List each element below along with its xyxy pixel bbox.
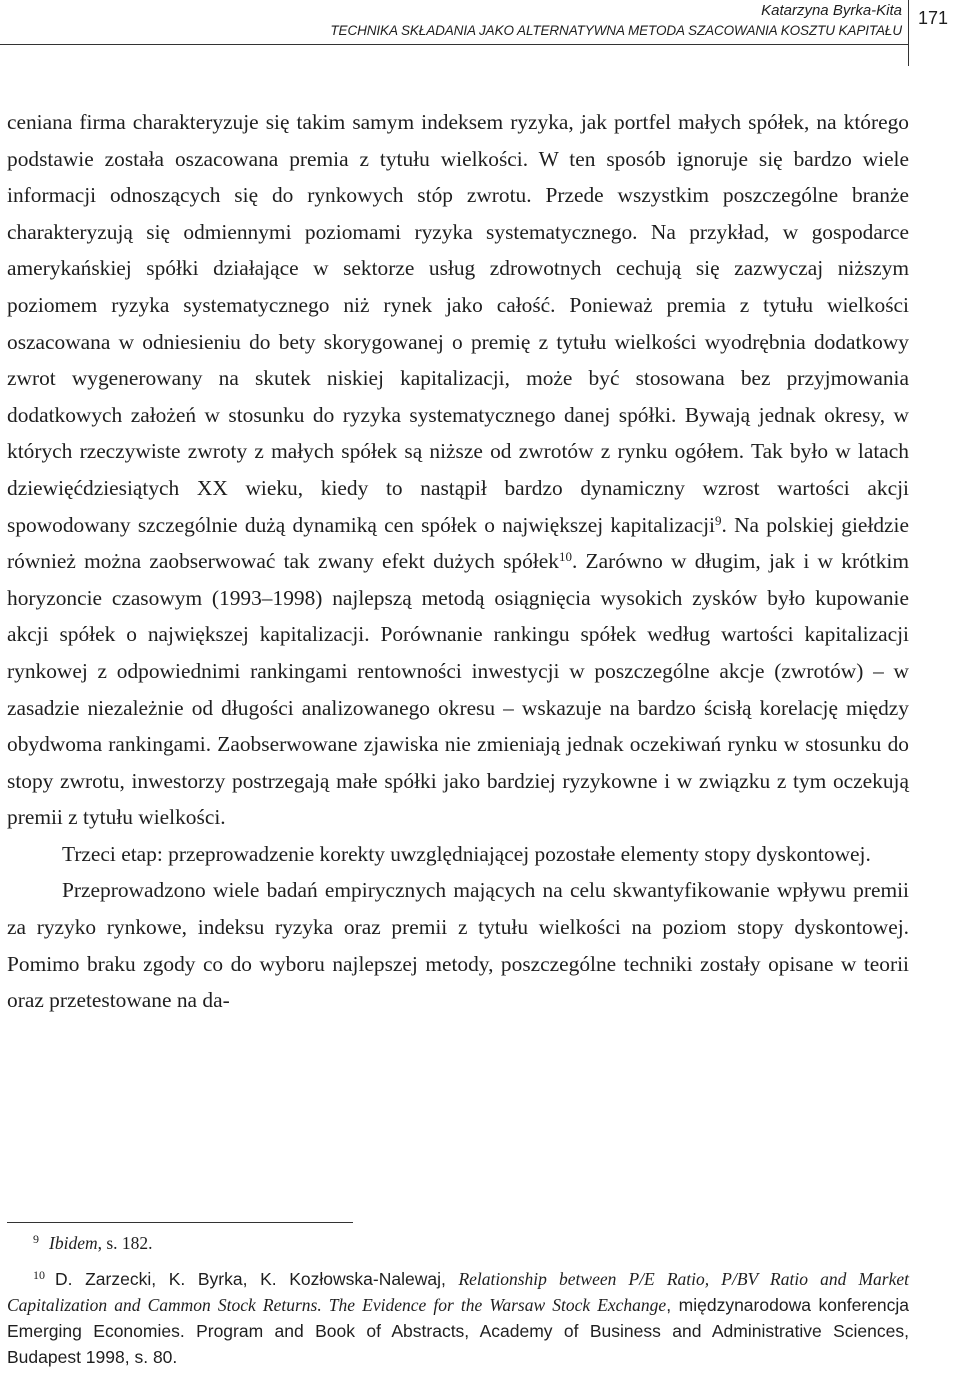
- footnote-10-title: Relationship between P/E Ratio, P/BV Ratio and Market Capitalization and Cammon Stock Returns. The Evidence for the Warsaw Stock Exchange: [7, 1269, 909, 1315]
- footnote-ref-10: 10: [558, 549, 572, 565]
- header-vertical-rule: [908, 0, 909, 66]
- running-header: [0, 0, 960, 70]
- header-author: Katarzyna Byrka-Kita: [761, 2, 902, 19]
- page-number: 171: [918, 8, 949, 28]
- footnote-ref-9: 9: [714, 512, 722, 528]
- paragraph-3: Przeprowadzono wiele badań empirycznych mających na celu skwantyfikowanie wpływu premii za ryzyko rynkowe, indeksu ryzyka oraz premii z tytułu wielkości na poziom stopy dyskontowej. Pomimo braku zgody co do wyboru najlepszej metody, poszczególne techniki zostały opisane w teorii oraz przetestowane na da-: [7, 878, 909, 1013]
- paragraph-2: Trzeci etap: przeprowadzenie korekty uwzględniającej pozostałe elementy stopy dyskontowej.: [62, 841, 871, 866]
- footnote-9: [7, 1230, 909, 1256]
- footnote-9-rest: , s. 182.: [97, 1233, 153, 1253]
- paragraph-1-text-b: . Na polskiej giełdzie również można zaobserwować tak zwany efekt dużych spółek: [7, 512, 909, 574]
- body-text: [7, 104, 909, 1019]
- footnote-9-ibidem: Ibidem: [49, 1233, 98, 1253]
- header-rule: [0, 44, 908, 45]
- paragraph-1: [7, 104, 909, 836]
- footnote-10-rest: , międzynarodowa konferencja Emerging Economies. Program and Book of Abstracts, Academy of Business and Administrative Sciences, Budapest 1998, s. 80.: [7, 1295, 909, 1367]
- footnote-9-mark: 9: [33, 1232, 39, 1246]
- paragraph-1-text-a: ceniana firma charakteryzuje się takim samym indeksem ryzyka, jak portfel małych spółek, na którego podstawie została oszacowana premia z tytułu wielkości. W ten sposób ignoruje się bardzo wiele informacji odnoszących się do rynkowych stóp zwrotu. Przede wszystkim poszczególne branże charakteryzują się odmiennymi poziomami ryzyka systematycznego. Na przykład, w gospodarce amerykańskiej spółki działające w sektorze usług zdrowotnych cechują się zazwyczaj niższym poziomem ryzyka systematycznego niż rynek jako całość. Ponieważ premia z tytułu wielkości oszacowana w odniesieniu do bety skorygowanej o premię z tytułu wielkości wyodrębnia dodatkowy zwrot wygenerowany na skutek niskiej kapitalizacji, może być stosowana bez przyjmowania dodatkowych założeń w stosunku do ryzyka systematycznego danej spółki. Bywają jednak okresy, w których rzeczywiste zwroty z małych spółek są niższe od zwrotów z rynku ogółem. Tak było w latach dziewięćdziesiątych XX wieku, kiedy to nastąpił bardzo dynamiczny wzrost wartości akcji spowodowany szczególnie dużą dynamiką cen spółek o największej kapitalizacji: [7, 110, 909, 537]
- footnotes: [7, 1230, 909, 1370]
- footnote-10-authors: D. Zarzecki, K. Byrka, K. Kozłowska-Nalewaj,: [55, 1269, 459, 1289]
- paragraph-1-text-c: . Zarówno w długim, jak i w krótkim horyzoncie czasowym (1993–1998) najlepszą metodą osiągnięcia wysokich zysków było kupowanie akcji spółek o największej kapitalizacji. Porównanie rankingu spółek według wartości kapitalizacji rynkowej z odpowiednimi rankingami rentowności inwestycji w poszczególne akcje (zwrotów) – w zasadzie niezależnie od długości analizowanego okresu – wskazuje na bardzo ścisłą korelację między obydwoma rankingami. Zaobserwowane zjawiska nie zmieniają jednak oczekiwań rynku w stosunku do stopy zwrotu, inwestorzy postrzegają małe spółki jako bardziej ryzykowne i w związku z tym oczekują premii z tytułu wielkości.: [7, 549, 909, 830]
- header-title: TECHNIKA SKŁADANIA JAKO ALTERNATYWNA METODA SZACOWANIA KOSZTU KAPITAŁU: [330, 23, 902, 38]
- footnote-10-mark: 10: [33, 1268, 45, 1282]
- footnote-separator: [7, 1222, 353, 1223]
- footnote-10: [7, 1266, 909, 1370]
